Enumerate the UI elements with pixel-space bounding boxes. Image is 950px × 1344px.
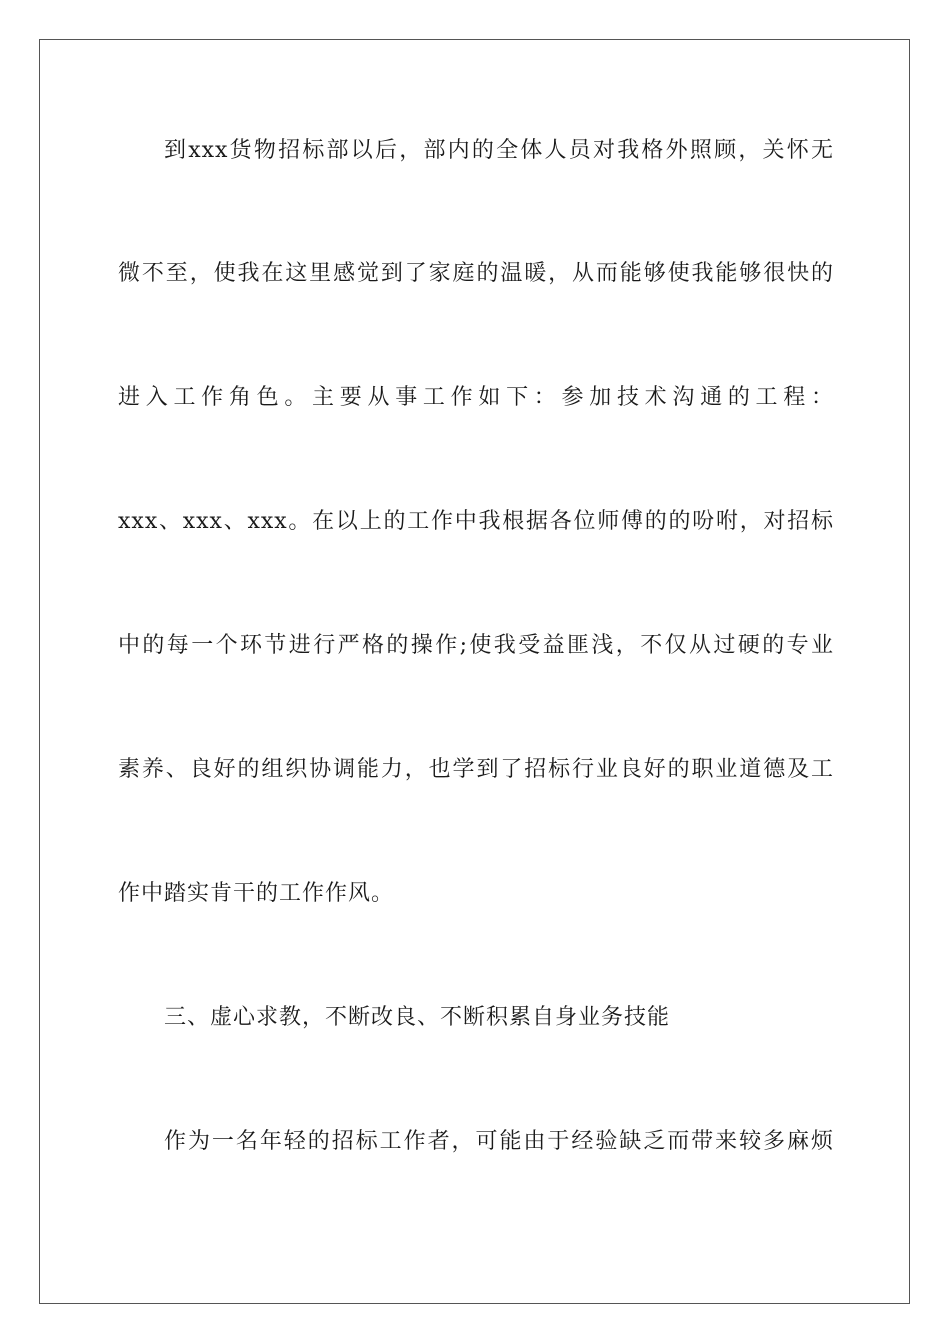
- paragraph-line: 作中踏实肯干的工作作风。: [118, 881, 395, 906]
- paragraph-line: 中的每一个环节进行严格的操作;使我受益匪浅，不仅从过硬的专业: [118, 633, 834, 658]
- paragraph-line: xxx、xxx、xxx。在以上的工作中我根据各位师傅的的吩咐，对招标: [118, 509, 834, 534]
- paragraph-line: 进入工作角色。主要从事工作如下：参加技术沟通的工程：: [118, 385, 834, 410]
- paragraph-line: 到xxx货物招标部以后，部内的全体人员对我格外照顾，关怀无: [164, 138, 834, 163]
- page-border: [39, 39, 910, 1304]
- paragraph-line: 作为一名年轻的招标工作者，可能由于经验缺乏而带来较多麻烦: [164, 1129, 834, 1154]
- paragraph-line: 素养、良好的组织协调能力，也学到了招标行业良好的职业道德及工: [118, 757, 834, 782]
- paragraph-line: 微不至，使我在这里感觉到了家庭的温暖，从而能够使我能够很快的: [118, 261, 834, 286]
- section-heading: 三、虚心求教，不断改良、不断积累自身业务技能: [164, 1005, 671, 1030]
